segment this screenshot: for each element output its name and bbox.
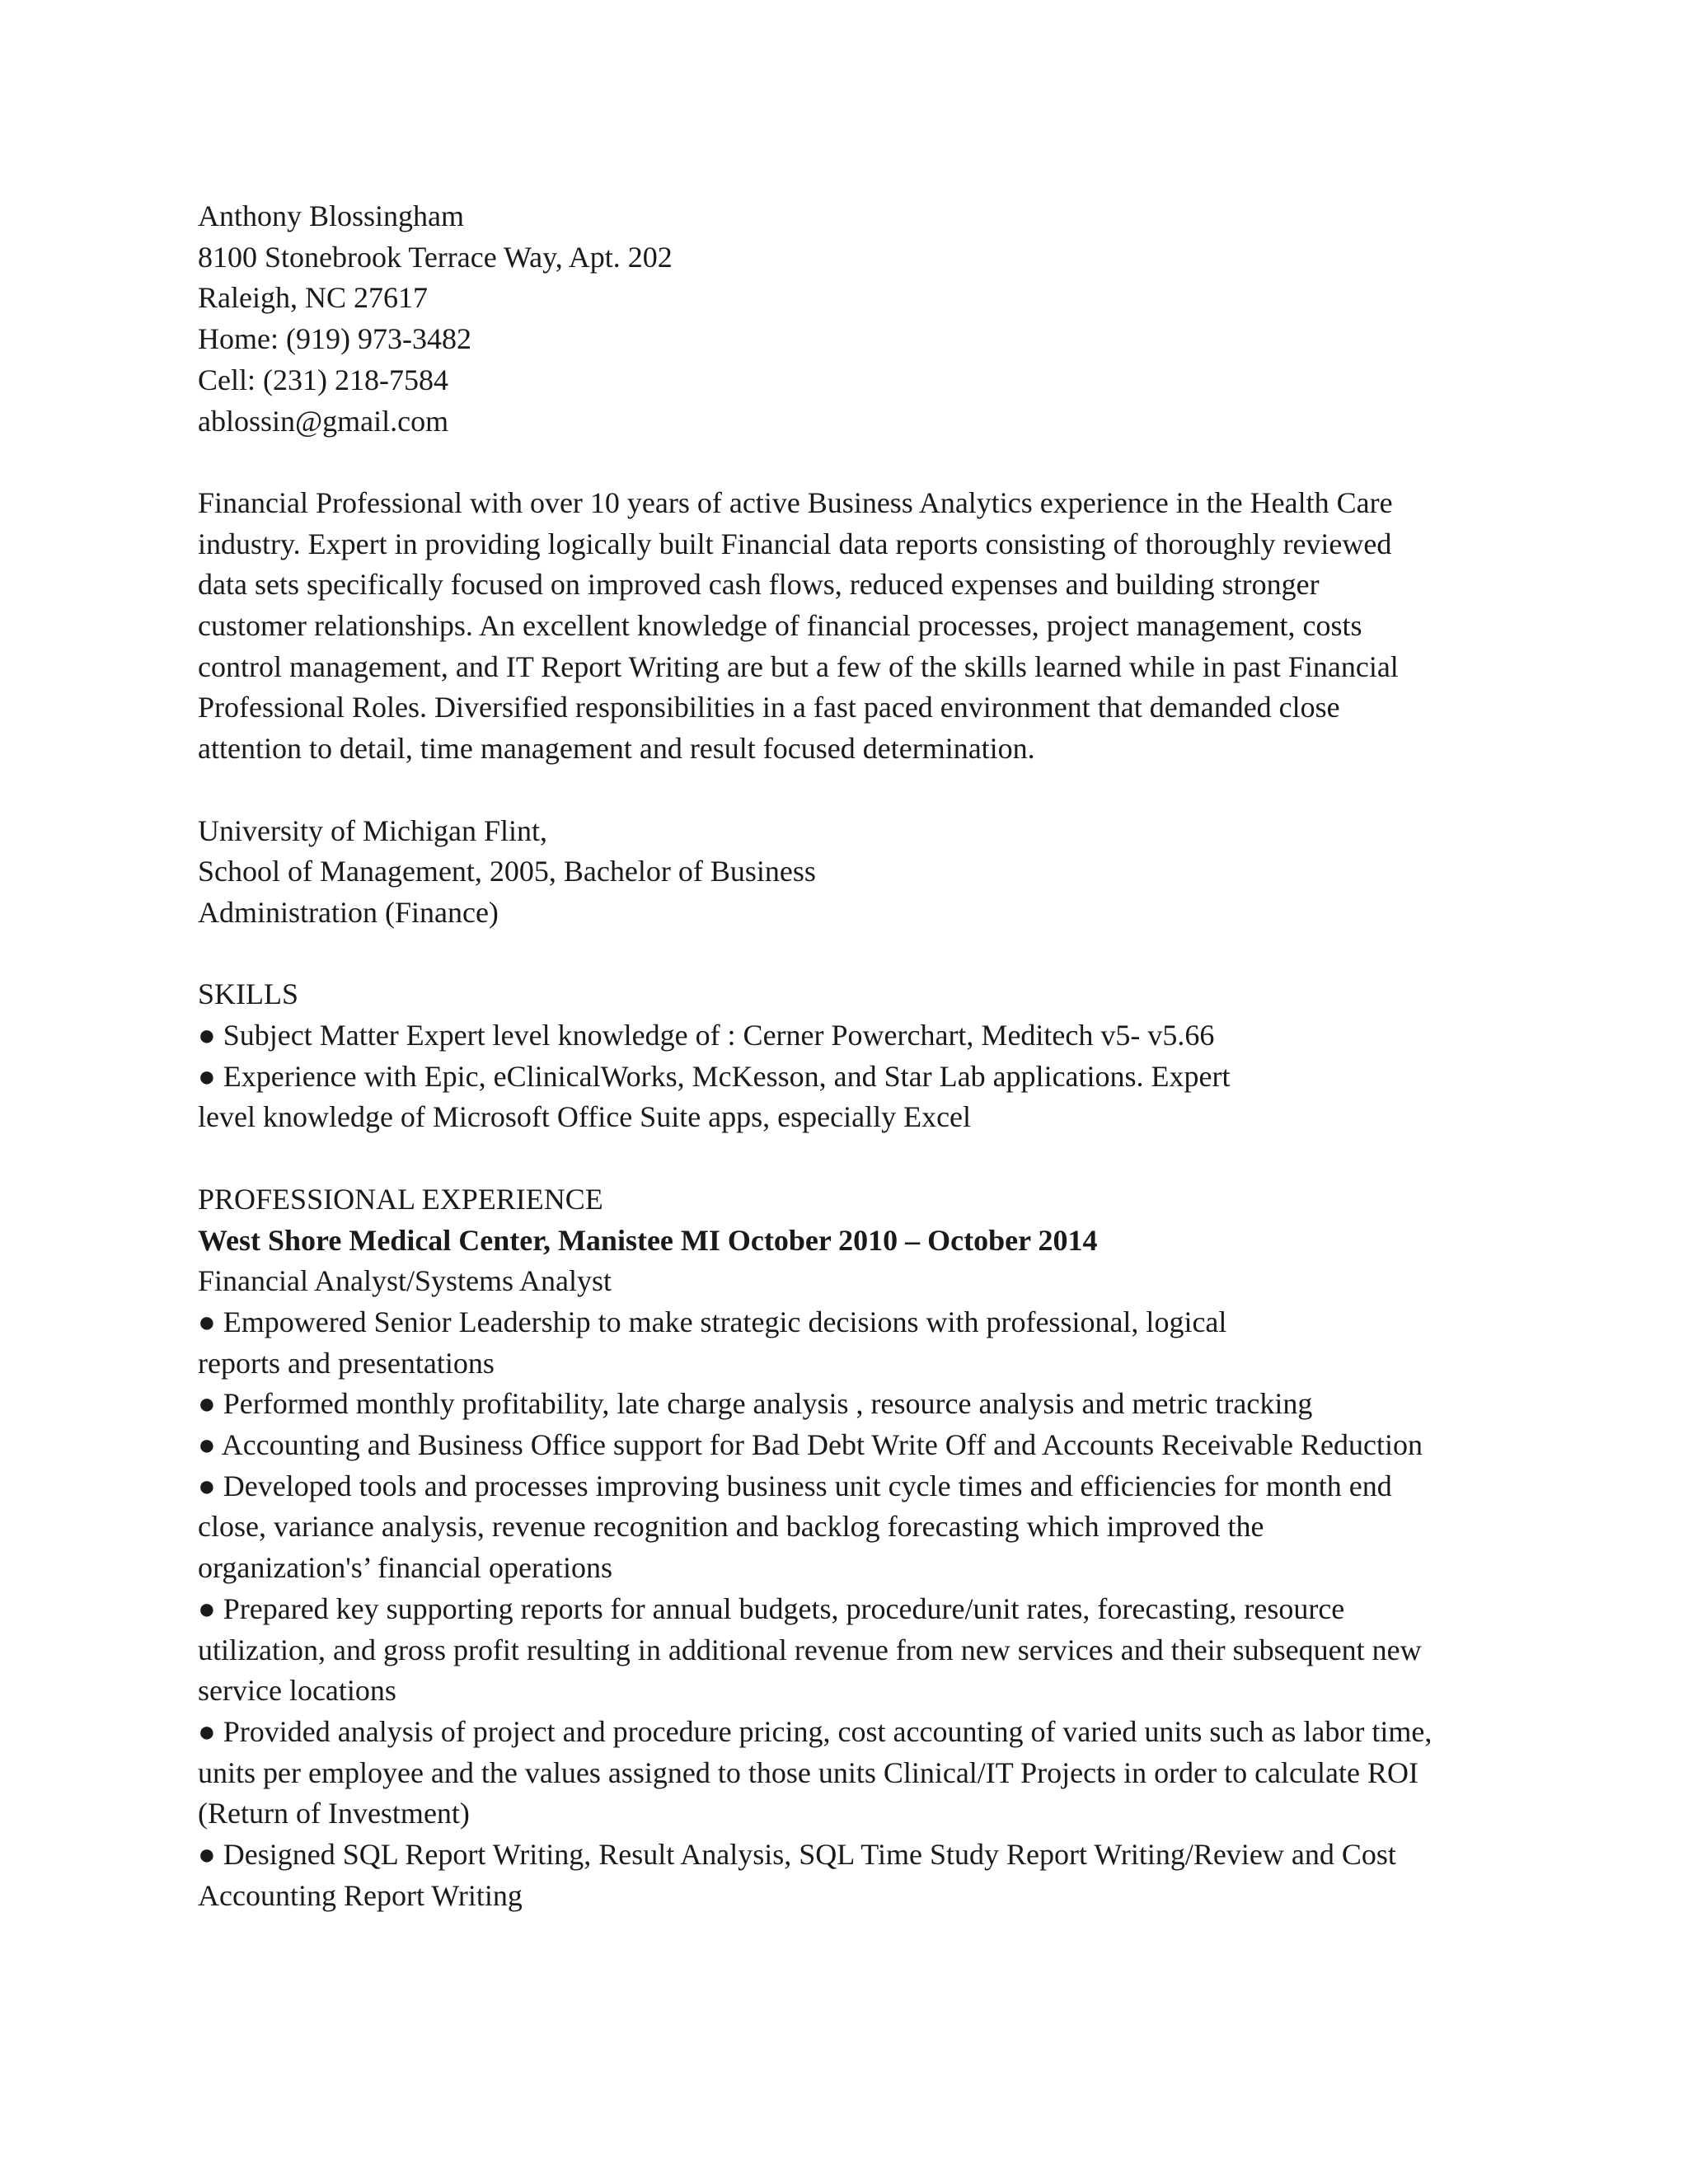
skills-line: ● Subject Matter Expert level knowledge of : Cerner Powerchart, Meditech v5- v5.66 (198, 1019, 1215, 1052)
summary-paragraph (198, 483, 1517, 770)
summary-line: data sets specifically focused on improved cash flows, reduced expenses and building stronger (198, 568, 1320, 602)
skills-heading: SKILLS (198, 977, 299, 1011)
summary-line: industry. Expert in providing logically built Financial data reports consisting of thoroughly reviewed (198, 527, 1392, 560)
experience-line: units per employee and the values assigned to those units Clinical/IT Projects in order to calculate ROI (198, 1755, 1418, 1789)
contact-cell-phone: Cell: (231) 218-7584 (198, 363, 448, 396)
spacer (198, 934, 1517, 975)
experience-line: (Return of Investment) (198, 1797, 470, 1830)
contact-name: Anthony Blossingham (198, 199, 465, 232)
experience-line: ● Prepared key supporting reports for annual budgets, procedure/unit rates, forecasting, resource (198, 1591, 1345, 1625)
summary-line: Professional Roles. Diversified responsibilities in a fast paced environment that demanded close (198, 691, 1340, 724)
experience-employer: West Shore Medical Center, Manistee MI October 2010 – October 2014 (198, 1223, 1098, 1257)
summary-line: control management, and IT Report Writing are but a few of the skills learned while in past Financial (198, 649, 1399, 683)
experience-line: ● Accounting and Business Office support for Bad Debt Write Off and Accounts Receivable Reduction (198, 1428, 1423, 1462)
contact-home-phone: Home: (919) 973-3482 (198, 322, 471, 356)
experience-heading: PROFESSIONAL EXPERIENCE (198, 1182, 603, 1216)
contact-address-line2: Raleigh, NC 27617 (198, 281, 428, 315)
experience-line: close, variance analysis, revenue recognition and backlog forecasting which improved the (198, 1510, 1264, 1544)
education-line: University of Michigan Flint, (198, 813, 547, 847)
experience-line: organization's’ financial operations (198, 1551, 612, 1585)
summary-line: Financial Professional with over 10 years of active Business Analytics experience in the Health Care (198, 485, 1393, 519)
skills-section (198, 974, 1517, 1138)
experience-line: ● Empowered Senior Leadership to make strategic decisions with professional, logical (198, 1305, 1227, 1338)
education-line: Administration (Finance) (198, 895, 499, 929)
experience-line: ● Performed monthly profitability, late charge analysis , resource analysis and metric tracking (198, 1387, 1313, 1421)
spacer (198, 770, 1517, 811)
experience-line: utilization, and gross profit resulting in additional revenue from new services and their subsequent new (198, 1633, 1422, 1666)
summary-line: attention to detail, time management and result focused determination. (198, 732, 1035, 766)
experience-role: Financial Analyst/Systems Analyst (198, 1264, 612, 1298)
skills-line: ● Experience with Epic, eClinicalWorks, McKesson, and Star Lab applications. Expert (198, 1059, 1231, 1093)
experience-line: Accounting Report Writing (198, 1878, 523, 1912)
experience-line: ● Designed SQL Report Writing, Result Analysis, SQL Time Study Report Writing/Review and Cost (198, 1838, 1396, 1872)
resume-document (198, 196, 1517, 1916)
experience-line: ● Provided analysis of project and procedure pricing, cost accounting of varied units such as labor time, (198, 1714, 1432, 1748)
spacer (198, 442, 1517, 483)
experience-line: service locations (198, 1674, 396, 1708)
skills-line: level knowledge of Microsoft Office Suite apps, especially Excel (198, 1100, 972, 1134)
contact-block (198, 196, 1517, 442)
contact-email: ablossin@gmail.com (198, 404, 449, 438)
contact-address-line1: 8100 Stonebrook Terrace Way, Apt. 202 (198, 240, 673, 274)
experience-line: ● Developed tools and processes improving business unit cycle times and efficiencies for month end (198, 1469, 1392, 1502)
spacer (198, 1138, 1517, 1179)
summary-line: customer relationships. An excellent knowledge of financial processes, project management, costs (198, 609, 1362, 643)
education-block (198, 811, 1517, 934)
experience-section (198, 1179, 1517, 1917)
education-line: School of Management, 2005, Bachelor of Business (198, 855, 816, 888)
experience-line: reports and presentations (198, 1346, 495, 1380)
